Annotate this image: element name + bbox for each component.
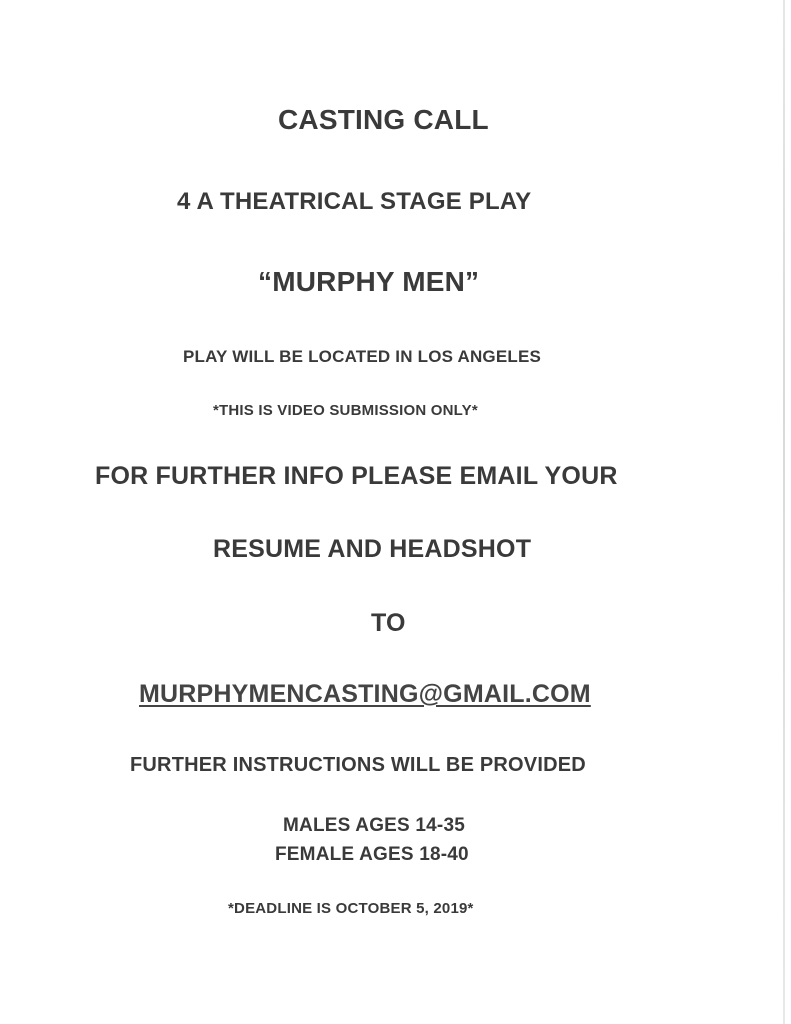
scan-edge-shadow bbox=[783, 0, 785, 1024]
instructions-text: FURTHER INSTRUCTIONS WILL BE PROVIDED bbox=[130, 754, 586, 776]
info-line-1: FOR FURTHER INFO PLEASE EMAIL YOUR bbox=[95, 462, 618, 490]
submission-note: *THIS IS VIDEO SUBMISSION ONLY* bbox=[213, 402, 478, 419]
males-ages: MALES AGES 14-35 bbox=[283, 815, 465, 836]
location-text: PLAY WILL BE LOCATED IN LOS ANGELES bbox=[183, 347, 542, 366]
females-ages: FEMALE AGES 18-40 bbox=[275, 844, 469, 865]
email-address: MURPHYMENCASTING@GMAIL.COM bbox=[139, 680, 591, 708]
to-text: TO bbox=[371, 609, 406, 637]
play-title: “MURPHY MEN” bbox=[258, 266, 480, 297]
heading: CASTING CALL bbox=[278, 104, 489, 135]
subheading: 4 A THEATRICAL STAGE PLAY bbox=[177, 188, 532, 215]
deadline-text: *DEADLINE IS OCTOBER 5, 2019* bbox=[228, 900, 474, 917]
info-line-2: RESUME AND HEADSHOT bbox=[213, 535, 532, 563]
